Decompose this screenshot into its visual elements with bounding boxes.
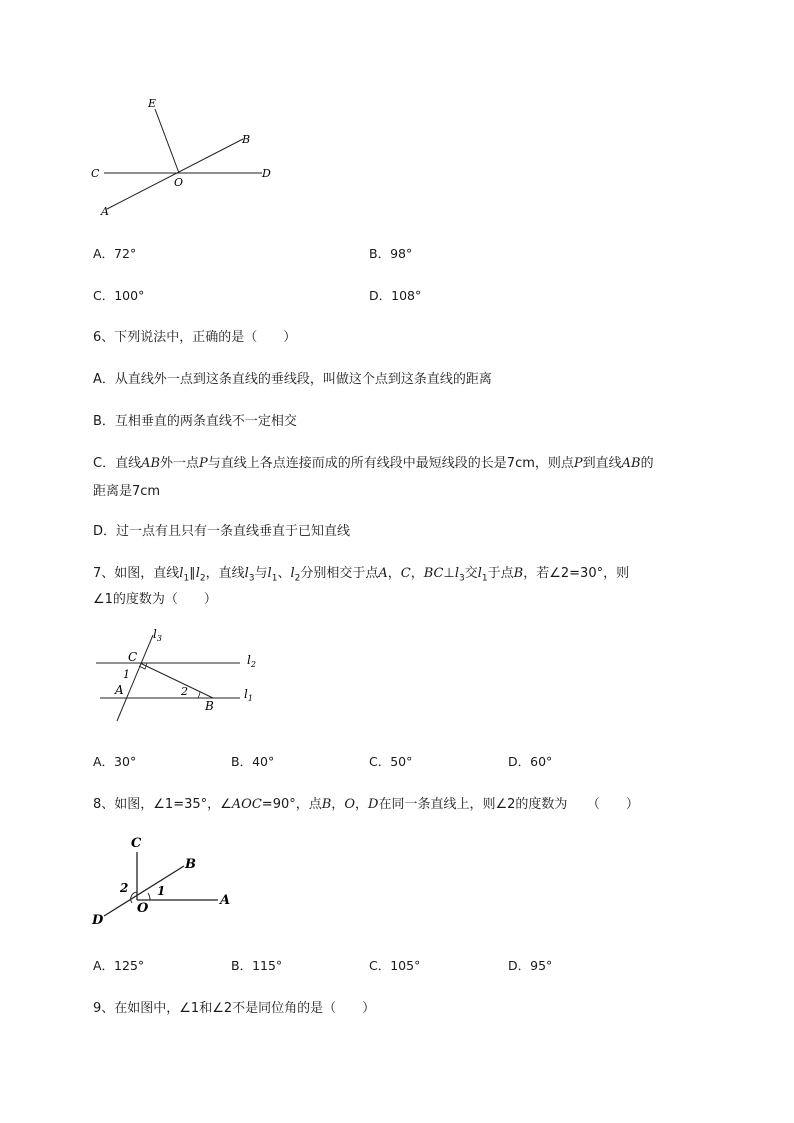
q7-l1b: l <box>267 566 272 581</box>
label-O: O <box>174 176 184 189</box>
label-A: A <box>115 683 124 697</box>
q7-yudian: 于点 <box>487 566 514 581</box>
q7-l3b: l <box>454 566 459 581</box>
q7-l2b: l <box>290 566 295 581</box>
q5-option-a[interactable]: A．72° <box>93 246 137 261</box>
q9-stem: 9、在如图中，∠1和∠2不是同位角的是（ ） <box>93 1001 376 1016</box>
q6-c-p1: P <box>199 456 208 471</box>
q7-l2-sub: 2 <box>199 573 206 584</box>
q8-stem-mid: =90°，点 <box>261 797 322 812</box>
label-l1: $l_1$ <box>244 687 253 703</box>
label-l3: $l_3$ <box>153 627 162 643</box>
q7-l1-sub: 1 <box>183 573 190 584</box>
figure-q8 <box>88 832 243 932</box>
q8-stem <box>93 793 639 812</box>
q7-C: C <box>400 566 411 581</box>
label-C: C <box>128 650 138 664</box>
q7-with: 与 <box>254 566 268 581</box>
q7-l1c-sub: 1 <box>481 573 488 584</box>
q6-stem: 6、下列说法中，正确的是（ ） <box>93 330 297 345</box>
q8-stem-end: 在同一条直线上，则∠2的度数为 （ ） <box>378 797 639 812</box>
q8-option-c[interactable]: C．105° <box>369 958 421 973</box>
q8-option-d[interactable]: D．95° <box>508 958 553 973</box>
q7-rest: ，若∠2=30°，则 <box>523 566 630 581</box>
q8-stem-pre: 8、如图，∠1=35°，∠ <box>93 797 232 812</box>
q7-l1b-sub: 1 <box>271 573 278 584</box>
q7-intersect: 分别相交于点 <box>300 566 379 581</box>
label-C: C <box>91 167 100 180</box>
label-B: B <box>242 133 251 146</box>
label-A: A <box>101 205 109 218</box>
label-B: B <box>185 857 196 872</box>
q7-option-d[interactable]: D．60° <box>508 754 553 769</box>
q7-l2: l <box>195 566 200 581</box>
q8-c2: ， <box>354 797 368 812</box>
label-O: O <box>137 901 149 916</box>
q6-c-mid3: 到直线 <box>582 456 622 471</box>
q6-option-b[interactable]: B．互相垂直的两条直线不一定相交 <box>93 414 297 429</box>
q5-option-d[interactable]: D．108° <box>369 288 422 303</box>
q7-comma: ，直线 <box>205 566 245 581</box>
q8-AOC: AOC <box>231 797 262 812</box>
q6-c-mid1: 外一点 <box>160 456 200 471</box>
q7-option-b[interactable]: B．40° <box>231 754 275 769</box>
q7-parallel: ∥ <box>189 566 196 581</box>
q7-stem-pre: 7、如图，直线 <box>93 566 180 581</box>
label-l2: $l_2$ <box>247 653 256 669</box>
q8-option-b[interactable]: B．115° <box>231 958 283 973</box>
q7-stem <box>93 562 629 584</box>
label-1: 1 <box>157 884 166 898</box>
q5-option-c[interactable]: C．100° <box>93 288 145 303</box>
q8-B: B <box>321 797 332 812</box>
q7-csep2: ， <box>410 566 424 581</box>
q7-l2b-sub: 2 <box>294 573 301 584</box>
q7-l1: l <box>179 566 184 581</box>
q6-c-p2: P <box>573 456 583 471</box>
q6-c-ab1: AB <box>141 456 161 471</box>
q6-c-mid2: 与直线上各点连接而成的所有线段中最短线段的长是7cm，则点 <box>207 456 574 471</box>
figure-q5 <box>85 92 285 222</box>
q7-l3: l <box>244 566 249 581</box>
q7-jiao: 交 <box>464 566 478 581</box>
label-1: 1 <box>123 668 130 681</box>
q6-c-pre: C．直线 <box>93 456 142 471</box>
q7-l3b-sub: 3 <box>459 573 465 584</box>
q8-c1: ， <box>331 797 345 812</box>
label-B: B <box>205 699 214 713</box>
label-D: D <box>262 167 271 180</box>
q8-option-a[interactable]: A．125° <box>93 958 145 973</box>
q7-csep: ， <box>387 566 401 581</box>
q6-option-c-line2: 距离是7cm <box>93 484 161 499</box>
label-2: 2 <box>181 685 188 698</box>
q7-option-c[interactable]: C．50° <box>369 754 413 769</box>
q5-option-b[interactable]: B．98° <box>369 246 413 261</box>
q7-BC: BC <box>423 566 444 581</box>
q6-option-c[interactable] <box>93 452 654 471</box>
figure-q7 <box>90 626 275 726</box>
q7-B: B <box>513 566 524 581</box>
q7-l1c: l <box>477 566 482 581</box>
label-A: A <box>220 893 231 908</box>
q6-option-d[interactable]: D．过一点有且只有一条直线垂直于已知直线 <box>93 524 351 539</box>
label-C: C <box>131 836 142 851</box>
q7-stem-line2: ∠1的度数为（ ） <box>93 592 217 607</box>
label-E: E <box>148 97 157 110</box>
label-D: D <box>92 913 104 928</box>
label-2: 2 <box>120 881 129 895</box>
q6-c-end: 的 <box>640 456 654 471</box>
q8-D: D <box>368 797 379 812</box>
q7-l3-sub: 3 <box>248 573 255 584</box>
q7-sep: 、 <box>277 566 291 581</box>
q8-O: O <box>344 797 355 812</box>
q7-A: A <box>378 566 388 581</box>
q6-c-ab2: AB <box>621 456 641 471</box>
q7-perp: ⊥ <box>443 566 455 581</box>
q7-option-a[interactable]: A．30° <box>93 754 137 769</box>
q6-option-a[interactable]: A．从直线外一点到这条直线的垂线段，叫做这个点到这条直线的距离 <box>93 372 492 387</box>
